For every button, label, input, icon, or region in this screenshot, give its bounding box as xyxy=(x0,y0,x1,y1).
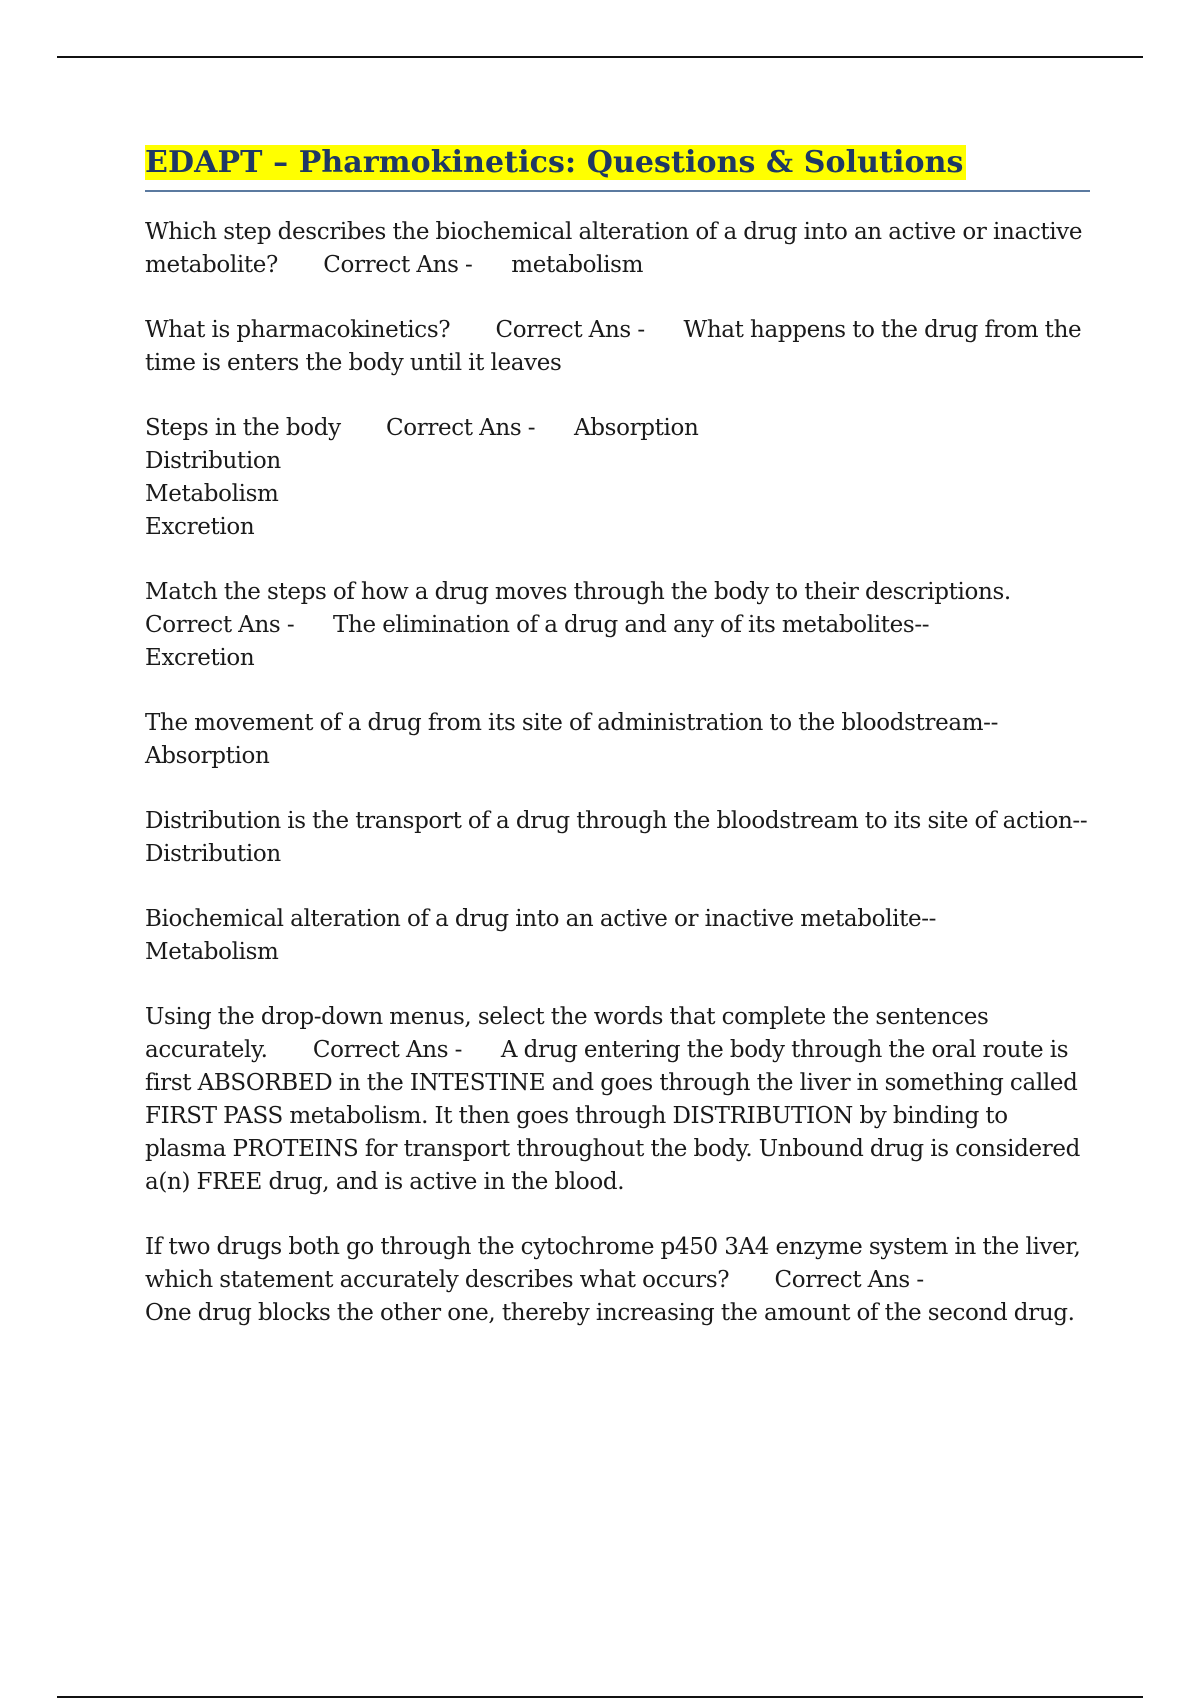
qa-item-3 xyxy=(145,412,1090,544)
answer-text: metabolism xyxy=(511,252,644,278)
qa-item-1 xyxy=(145,216,1090,282)
question-text: What is pharmacokinetics? xyxy=(145,317,451,343)
statement-text: Biochemical alteration of a drug into an active or inactive metabolite-- Metabolism xyxy=(145,906,937,965)
page-bottom-rule xyxy=(57,1696,1143,1698)
document-title xyxy=(145,140,1090,186)
answer-text: A drug entering the body through the oral route is first ABSORBED in the INTESTINE and goes through the liver in something called FIRST PASS metabolism. It then goes through DISTRIBUTION by binding to plasma PROTEINS for transport throughout the body. Unbound drug is considered a(n) FREE drug, and is active in the blood. xyxy=(145,1037,1081,1195)
answer-marker: Correct Ans - xyxy=(145,612,295,638)
answer-marker: Correct Ans - xyxy=(323,252,473,278)
question-text: Using the drop-down menus, select the words that complete the sentences accurately. xyxy=(145,1004,989,1063)
qa-list xyxy=(145,216,1090,1330)
qa-item-2 xyxy=(145,314,1090,380)
answer-marker: Correct Ans - xyxy=(312,1037,463,1063)
answer-text: One drug blocks the other one, thereby increasing the amount of the second drug. xyxy=(145,1300,1075,1326)
document-body xyxy=(145,140,1090,1362)
title-underline xyxy=(145,190,1090,192)
statement-text: Distribution is the transport of a drug through the bloodstream to its site of action--Distribution xyxy=(145,808,1088,867)
page-top-rule xyxy=(57,56,1143,58)
document-title-highlight: EDAPT – Pharmokinetics: Questions & Solutions xyxy=(145,145,964,180)
question-text: If two drugs both go through the cytochrome p450 3A4 enzyme system in the liver, which statement accurately describes what occurs? xyxy=(145,1234,1081,1293)
answer-text: The elimination of a drug and any of its metabolites-- Excretion xyxy=(145,612,930,671)
answer-text: Absorption Distribution Metabolism Excretion xyxy=(145,415,699,540)
qa-item-9 xyxy=(145,1231,1090,1330)
answer-text: What happens to the drug from the time is enters the body until it leaves xyxy=(145,317,1082,376)
qa-item-4 xyxy=(145,576,1090,675)
qa-item-6 xyxy=(145,805,1090,871)
qa-item-5 xyxy=(145,707,1090,773)
statement-text: The movement of a drug from its site of administration to the bloodstream-- Absorption xyxy=(145,710,999,769)
question-text: Steps in the body xyxy=(145,415,341,441)
qa-item-7 xyxy=(145,903,1090,969)
question-text: Which step describes the biochemical alteration of a drug into an active or inactive metabolite? xyxy=(145,219,1083,278)
question-text: Match the steps of how a drug moves through the body to their descriptions. xyxy=(145,579,1011,605)
answer-marker: Correct Ans - xyxy=(774,1267,924,1293)
answer-marker: Correct Ans - xyxy=(495,317,645,343)
qa-item-8 xyxy=(145,1001,1090,1199)
answer-marker: Correct Ans - xyxy=(385,415,536,441)
